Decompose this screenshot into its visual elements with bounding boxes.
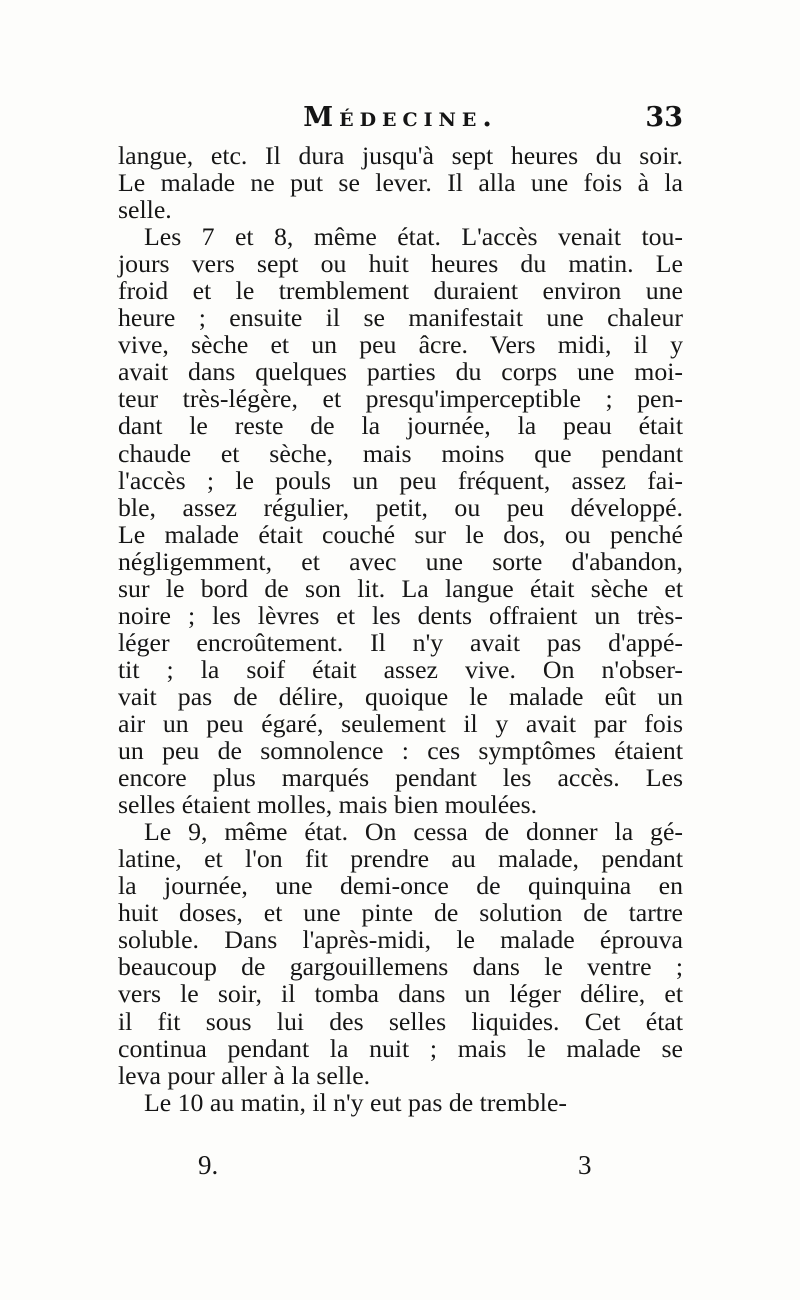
- text-line: chaude et sèche, mais moins que pendant: [118, 438, 683, 468]
- text-line: selles étaient molles, mais bien moulées.: [118, 790, 538, 820]
- text-line: heure ; ensuite il se manifestait une chaleur: [118, 303, 683, 333]
- text-line: ble, assez régulier, petit, ou peu développé.: [118, 492, 683, 522]
- text-line: teur très-légère, et presqu'imperceptible ; pen-: [118, 384, 683, 414]
- text-line: encore plus marqués pendant les accès. Les: [118, 763, 683, 793]
- text-line: un peu de somnolence : ces symptômes étaient: [118, 736, 683, 766]
- body-text: [118, 142, 683, 1116]
- paragraph: [118, 223, 683, 818]
- page-number: 33: [645, 102, 683, 133]
- text-line: jours vers sept ou huit heures du matin. Le: [118, 249, 683, 279]
- text-line: Les 7 et 8, même état. L'accès venait tou-: [144, 222, 683, 252]
- gathering-mark: 3: [578, 1150, 592, 1180]
- text-line: latine, et l'on fit prendre au malade, pendant: [118, 844, 683, 874]
- text-line: la journée, une demi-once de quinquina en: [118, 871, 683, 901]
- text-line: négligemment, et avec une sorte d'abandon,: [118, 546, 683, 576]
- running-title: Médecine.: [303, 102, 498, 133]
- text-line: selle.: [118, 195, 172, 225]
- text-line: Le malade ne put se lever. Il alla une fois à la: [118, 168, 683, 198]
- text-line: sur le bord de son lit. La langue était sèche et: [118, 573, 683, 603]
- text-line: dant le reste de la journée, la peau était: [118, 411, 683, 441]
- paragraph: [118, 142, 683, 223]
- text-line: leva pour aller à la selle.: [118, 1060, 371, 1090]
- text-line: soluble. Dans l'après-midi, le malade éprouva: [118, 925, 683, 955]
- text-line: léger encroûtement. Il n'y avait pas d'appé-: [118, 627, 683, 657]
- text-line: air un peu égaré, seulement il y avait par fois: [118, 708, 683, 738]
- text-line: beaucoup de gargouillemens dans le ventre ;: [118, 952, 683, 982]
- text-line: Le 10 au matin, il n'y eut pas de tremble-: [144, 1087, 568, 1117]
- paragraph: [118, 1089, 683, 1116]
- text-line: Le malade était couché sur le dos, ou penché: [118, 519, 683, 549]
- text-line: continua pendant la nuit ; mais le malade se: [118, 1033, 683, 1063]
- text-line: il fit sous lui des selles liquides. Cet état: [118, 1006, 683, 1036]
- text-line: vers le soir, il tomba dans un léger délire, et: [118, 979, 683, 1009]
- text-line: huit doses, et une pinte de solution de tartre: [118, 898, 683, 928]
- text-line: vait pas de délire, quoique le malade eût un: [118, 681, 683, 711]
- text-line: tit ; la soif était assez vive. On n'obser-: [118, 654, 683, 684]
- signature-mark: 9.: [198, 1150, 219, 1180]
- text-line: l'accès ; le pouls un peu fréquent, assez fai-: [118, 465, 683, 495]
- text-line: noire ; les lèvres et les dents offraient un très-: [118, 600, 683, 630]
- text-line: vive, sèche et un peu âcre. Vers midi, il y: [118, 330, 683, 360]
- text-line: froid et le tremblement duraient environ une: [118, 276, 683, 306]
- page-header: [118, 100, 683, 140]
- text-line: Le 9, même état. On cessa de donner la gé-: [144, 817, 683, 847]
- text-line: avait dans quelques parties du corps une moi-: [118, 357, 683, 387]
- paragraph: [118, 818, 683, 1088]
- text-line: langue, etc. Il dura jusqu'à sept heures du soir.: [118, 141, 683, 170]
- page-footer: [118, 1150, 683, 1190]
